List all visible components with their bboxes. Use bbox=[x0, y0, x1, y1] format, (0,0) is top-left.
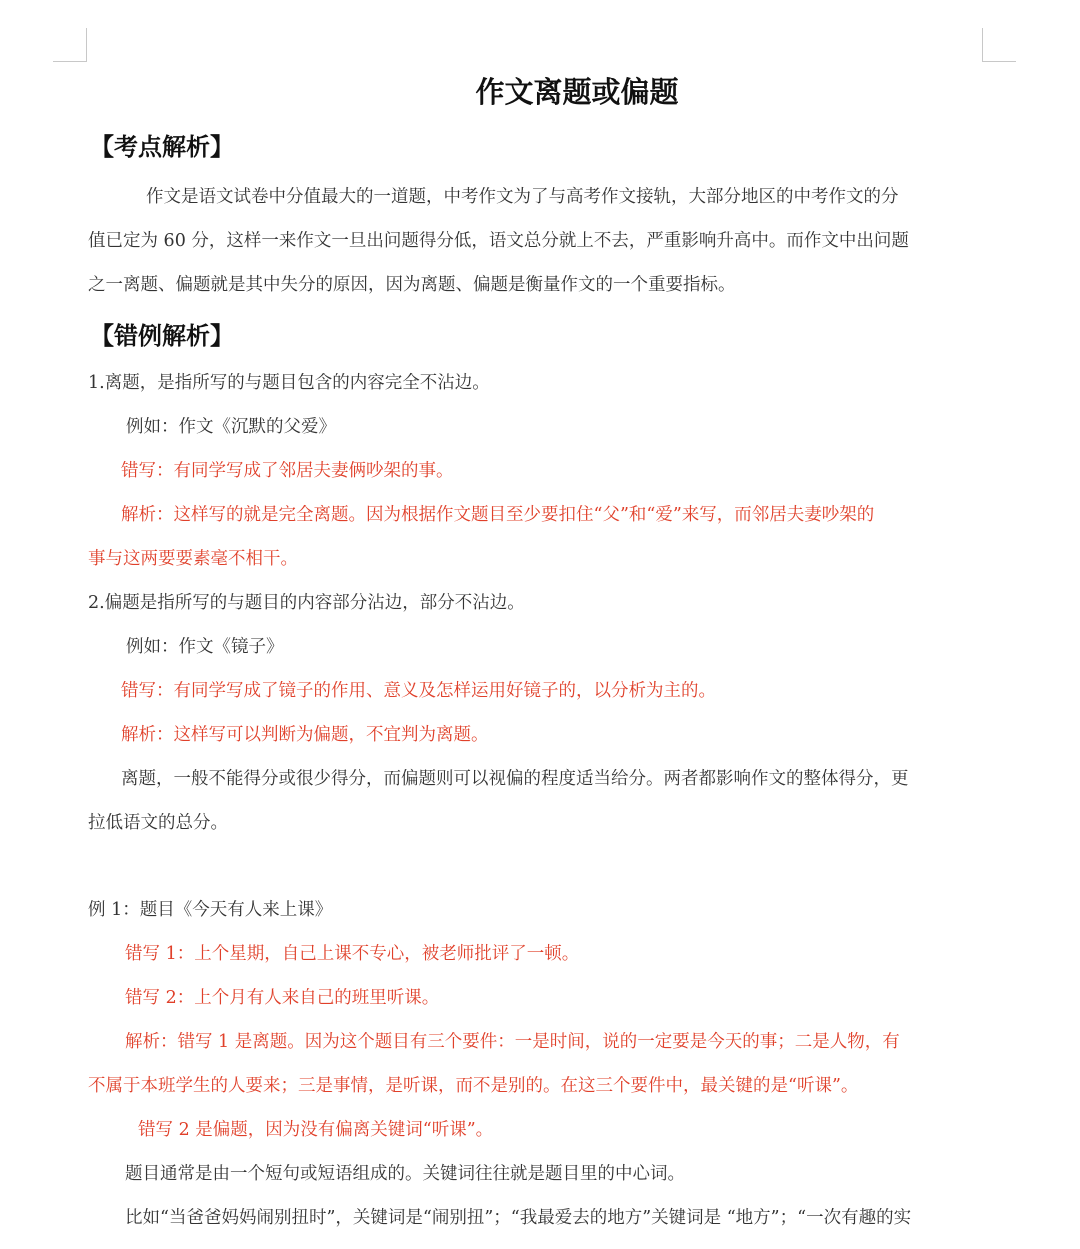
item2-wrong: 错写：有同学写成了镜子的作用、意义及怎样运用好镜子的，以分析为主的。 bbox=[121, 681, 716, 701]
summary-line: 拉低语文的总分。 bbox=[88, 813, 228, 833]
item1-analysis-line: 解析：这样写的就是完全离题。因为根据作文题目至少要扣住“父”和“爱”来写，而邻居夫妻吵架的 bbox=[121, 505, 875, 525]
section-heading-errors: 【错例解析】 bbox=[90, 322, 234, 350]
example1-title: 例 1：题目《今天有人来上课》 bbox=[88, 900, 333, 920]
intro-paragraph bbox=[88, 175, 984, 307]
example1-analysis-line: 解析：错写 1 是离题。因为这个题目有三个要件：一是时间，说的一定要是今天的事；二是人物，有 bbox=[125, 1032, 900, 1052]
intro-line: 值已定为 60 分，这样一来作文一旦出问题得分低，语文总分就上不去，严重影响升高中。而作文中出问题 bbox=[88, 231, 909, 251]
item2-example: 例如：作文《镜子》 bbox=[126, 637, 284, 657]
crop-mark-top-right bbox=[982, 28, 1016, 62]
crop-mark-top-left bbox=[53, 28, 87, 62]
example1-wrong-2: 错写 2：上个月有人来自己的班里听课。 bbox=[125, 988, 440, 1008]
document-title: 作文离题或偏题 bbox=[475, 75, 679, 109]
keyword-note: 题目通常是由一个短句或短语组成的。关键词往往就是题目里的中心词。 bbox=[125, 1164, 685, 1184]
item2-definition: 2.偏题是指所写的与题目的内容部分沾边，部分不沾边。 bbox=[88, 593, 525, 613]
item1-analysis-line: 事与这两要要素毫不相干。 bbox=[88, 549, 298, 569]
example1-wrong-1: 错写 1：上个星期，自己上课不专心，被老师批评了一顿。 bbox=[125, 944, 580, 964]
item1-example: 例如：作文《沉默的父爱》 bbox=[126, 417, 336, 437]
section-heading-analysis: 【考点解析】 bbox=[90, 133, 234, 161]
example1-analysis-line: 不属于本班学生的人要来；三是事情，是听课，而不是别的。在这三个要件中，最关键的是“听课”。 bbox=[88, 1076, 859, 1096]
intro-line: 作文是语文试卷中分值最大的一道题，中考作文为了与高考作文接轨，大部分地区的中考作文的分 bbox=[146, 187, 899, 207]
intro-line: 之一离题、偏题就是其中失分的原因，因为离题、偏题是衡量作文的一个重要指标。 bbox=[88, 275, 736, 295]
item1-definition: 1.离题，是指所写的与题目包含的内容完全不沾边。 bbox=[88, 373, 490, 393]
example1-analysis-2: 错写 2 是偏题，因为没有偏离关键词“听课”。 bbox=[138, 1120, 494, 1140]
summary-line: 离题，一般不能得分或很少得分，而偏题则可以视偏的程度适当给分。两者都影响作文的整体得分，更 bbox=[121, 769, 909, 789]
item2-analysis: 解析：这样写可以判断为偏题，不宜判为离题。 bbox=[121, 725, 489, 745]
example-line: 比如“当爸爸妈妈闹别扭时”，关键词是“闹别扭”；“我最爱去的地方”关键词是 “地方”；“一次有趣的实 bbox=[125, 1208, 912, 1228]
item1-wrong: 错写：有同学写成了邻居夫妻俩吵架的事。 bbox=[121, 461, 454, 481]
document-page bbox=[88, 70, 984, 1240]
